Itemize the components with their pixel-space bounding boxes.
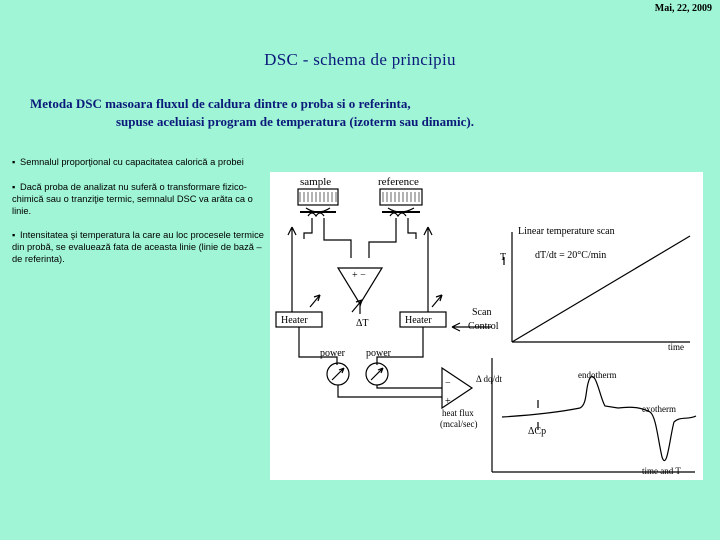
- delta-dq-dt-label: Δ dq/dt: [476, 374, 503, 384]
- dt-dt-label: dT/dt = 20°C/min: [535, 250, 607, 261]
- sample-label: sample: [300, 176, 332, 188]
- delta-t-label: ΔT: [356, 318, 369, 329]
- method-line-1: Metoda DSC masoara fluxul de caldura dintre o proba si o referinta,: [30, 96, 411, 111]
- heater-left-label: Heater: [281, 315, 308, 326]
- bullet-3-text: Intensitatea şi temperatura la care au loc procesele termice din probă, se evaluează fata de aceasta linie (linie de bază – de referinta).: [12, 230, 264, 264]
- bullet-2: [12, 181, 270, 217]
- power-right-label: power: [366, 348, 391, 359]
- output-amplifier: [432, 368, 472, 408]
- control-label: Control: [468, 321, 499, 332]
- axis-t-label: T: [500, 252, 507, 263]
- scan-label: Scan: [472, 307, 492, 318]
- linear-scan-label: Linear temperature scan: [518, 226, 615, 237]
- heater-right-label: Heater: [405, 315, 432, 326]
- endotherm-label: endotherm: [578, 370, 617, 380]
- sample-pan: [298, 189, 338, 216]
- method-description: [30, 95, 474, 131]
- bullet-1-text: Semnalul proporţional cu capacitatea calorică a probei: [20, 157, 244, 167]
- delta-cp-label: ΔCp: [528, 426, 547, 437]
- bullet-1: [12, 156, 292, 168]
- plus-minus-label: + −: [352, 270, 366, 281]
- amp-plus-label: +: [445, 396, 451, 407]
- slide-title: DSC - schema de principiu: [264, 50, 456, 69]
- axis-time-label: time: [668, 342, 684, 352]
- bullet-icon: ▪: [12, 230, 16, 240]
- bullet-3: [12, 229, 270, 265]
- reference-pan: [380, 189, 422, 216]
- heat-flux-units-label: (mcal/sec): [440, 419, 478, 429]
- method-line-2: supuse aceluiasi program de temperatura (izoterm sau dinamic).: [116, 114, 474, 129]
- dsc-schematic: [270, 172, 703, 480]
- time-and-t-label: time and T: [642, 466, 681, 476]
- temperature-scan-plot: [504, 232, 690, 342]
- heat-flux-label: heat flux: [442, 408, 474, 418]
- amp-minus-label: −: [445, 378, 451, 389]
- bullet-icon: ▪: [12, 157, 16, 167]
- dsc-schematic-svg: [270, 172, 703, 480]
- bullet-icon: ▪: [12, 182, 16, 192]
- power-left-label: power: [320, 348, 345, 359]
- date-label: Mai, 22, 2009: [654, 3, 712, 14]
- exotherm-label: exotherm: [642, 404, 676, 414]
- bullet-2-text: Dacă proba de analizat nu suferă o transformare fizico-chimică sau o tranziţie termic, semnalul DSC va arăta ca o linie.: [12, 182, 253, 216]
- reference-label: reference: [378, 176, 419, 188]
